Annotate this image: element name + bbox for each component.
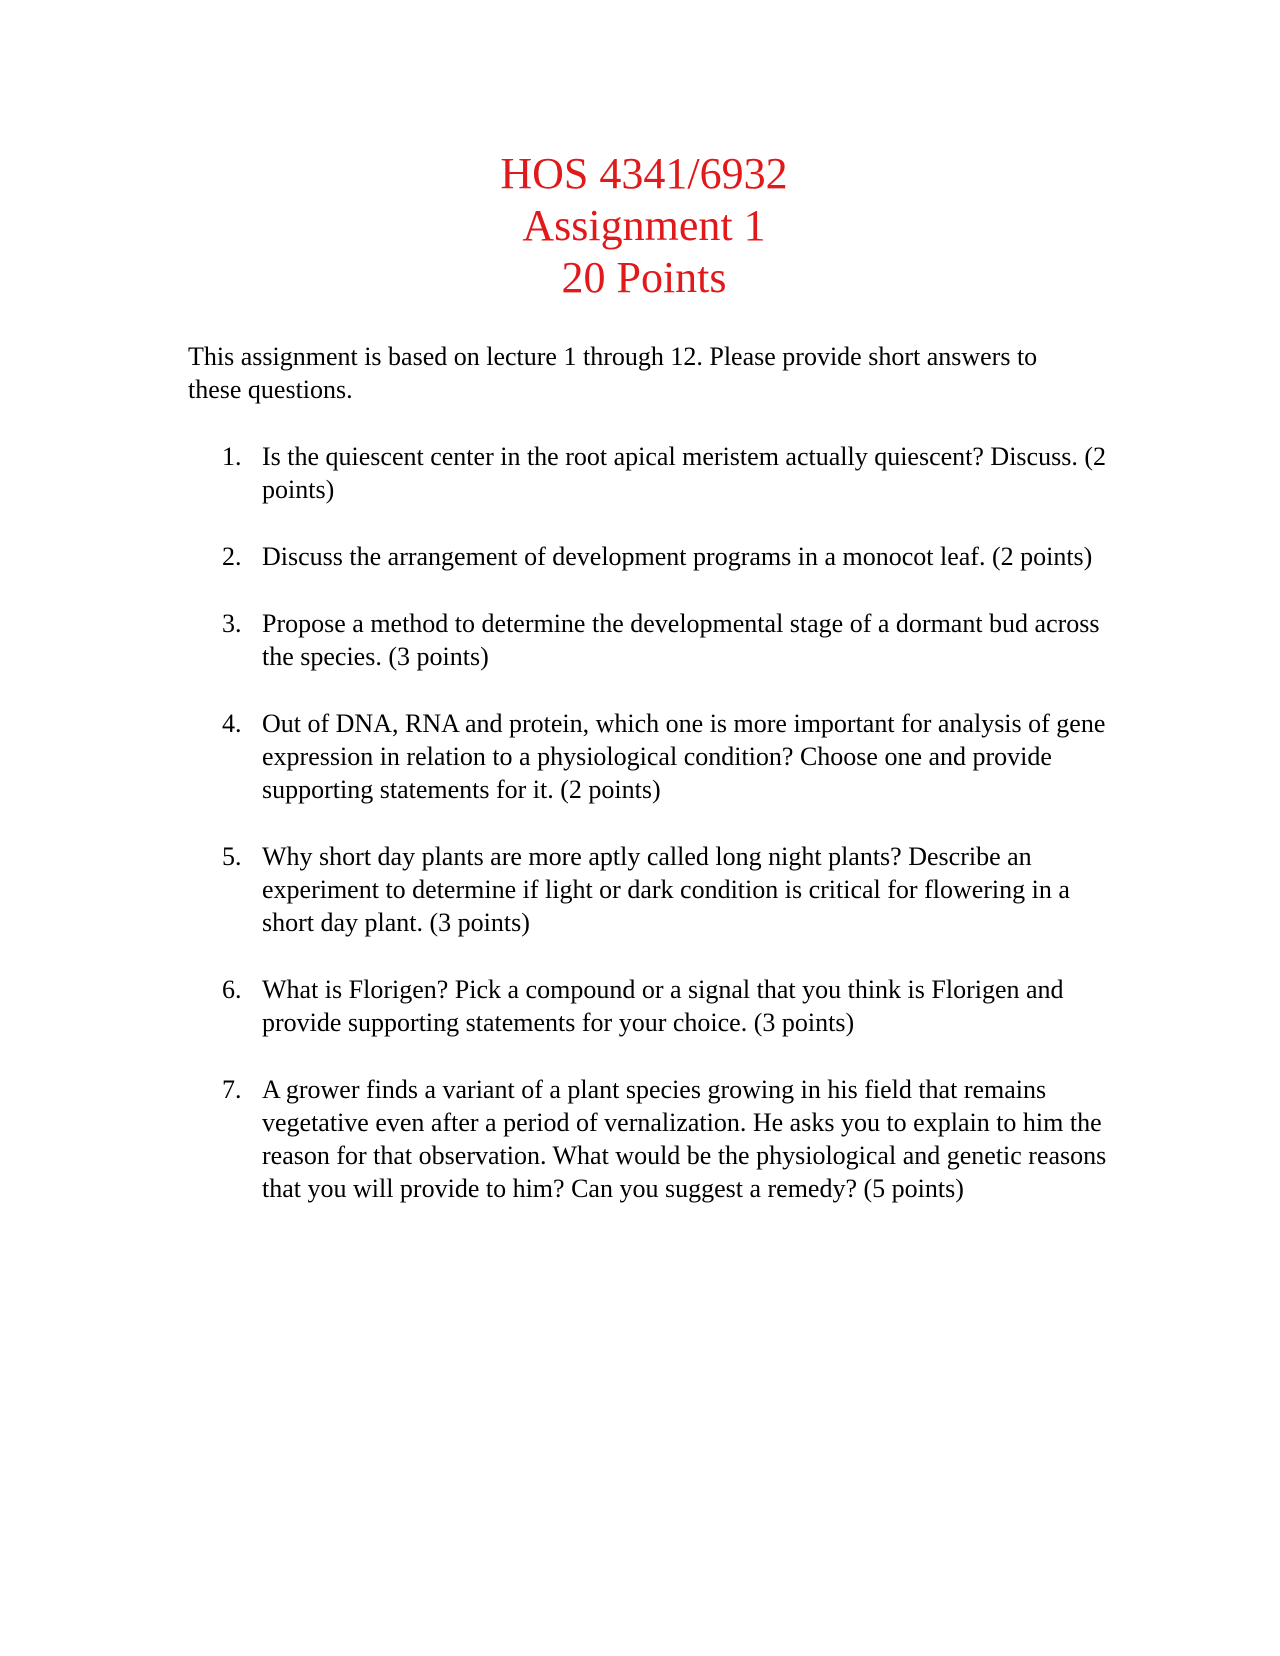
question-number: 4.	[222, 709, 242, 738]
question-text: What is Florigen? Pick a compound or a signal that you think is Florigen and provide supporting statements for your choice. (3 points)	[262, 975, 1064, 1037]
question-number: 5.	[222, 842, 242, 871]
question-text: Propose a method to determine the developmental stage of a dormant bud across the species. (3 points)	[262, 609, 1100, 671]
question-text: Why short day plants are more aptly called long night plants? Describe an experiment to determine if light or dark condition is critical for flowering in a short day plant. (3 points)	[262, 842, 1070, 937]
question-text: Discuss the arrangement of development programs in a monocot leaf. (2 points)	[262, 542, 1093, 571]
question-number: 6.	[222, 975, 242, 1004]
question-text: Out of DNA, RNA and protein, which one is more important for analysis of gene expression in relation to a physiological condition? Choose one and provide supporting statements for it. (2 points)	[262, 709, 1106, 804]
question-number: 3.	[222, 609, 242, 638]
question-6	[222, 973, 1102, 1039]
question-2	[222, 540, 1102, 573]
question-text: A grower finds a variant of a plant species growing in his field that remains vegetative even after a period of vernalization. He asks you to explain to him the reason for that observation. What would be the physiological and genetic reasons that you will provide to him? Can you suggest a remedy? (5 points)	[262, 1075, 1107, 1203]
question-list	[222, 440, 1107, 1239]
question-4	[222, 707, 1106, 806]
question-5	[222, 840, 1102, 939]
question-text: Is the quiescent center in the root apical meristem actually quiescent? Discuss. (2 points)	[262, 442, 1106, 504]
question-7	[222, 1073, 1107, 1205]
course-title: HOS 4341/6932	[500, 149, 788, 198]
question-number: 7.	[222, 1075, 242, 1104]
question-number: 2.	[222, 542, 242, 571]
question-number: 1.	[222, 442, 242, 471]
points-title: 20 Points	[561, 253, 727, 302]
intro-paragraph: This assignment is based on lecture 1 through 12. Please provide short answers to these questions.	[188, 342, 1038, 404]
question-3	[222, 607, 1102, 673]
question-1	[222, 440, 1106, 506]
title-block	[0, 148, 1280, 304]
assignment-title: Assignment 1	[522, 201, 766, 250]
